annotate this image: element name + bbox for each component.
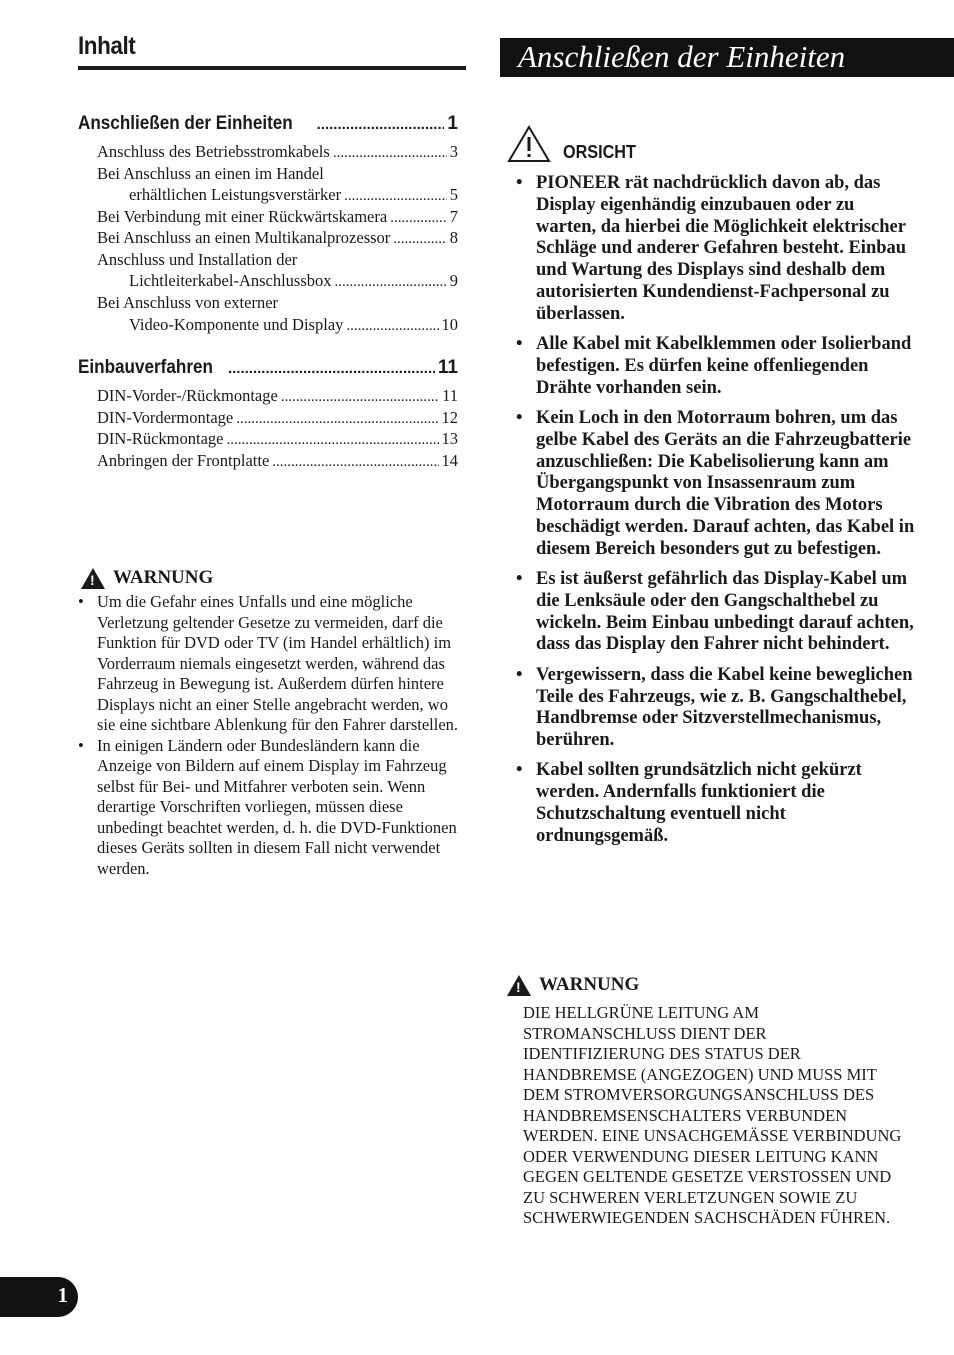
caution-item: • Kabel sollten grundsätzlich nicht gekürzt werden. Andernfalls funktioniert die Schutzschaltung eventuell nicht ordnungsgemäß. xyxy=(516,760,916,847)
toc-entry-page: 8 xyxy=(449,228,458,247)
chapter-header-bar xyxy=(500,38,954,77)
caution-icon xyxy=(507,125,551,163)
toc-section-connecting[interactable] xyxy=(78,113,458,135)
page-number: 1 xyxy=(57,1283,68,1307)
chapter-title: Anschließen der Einheiten xyxy=(518,39,846,74)
toc-entry-label: Bei Anschluss an einen im Handel xyxy=(97,164,324,183)
toc-entry-page: 7 xyxy=(449,207,458,226)
toc-entry[interactable] xyxy=(97,163,458,185)
toc-entry-label: erhältlichen Leistungsverstärker xyxy=(129,185,342,204)
toc-entry[interactable] xyxy=(97,428,458,452)
toc-section-page: 1 xyxy=(447,113,458,134)
toc-entry[interactable] xyxy=(97,206,458,230)
warning-item: • Um die Gefahr eines Unfalls und eine mögliche Verletzung geltender Gesetze zu vermeiden, darf die Funktion für DVD oder TV (im Handel erhältlich) im Vorderraum niemals eingesetzt werden, während das Fahrzeug in Bewegung ist. Außerdem dürfen hintere Displays nicht an einer Stelle angebracht werden, wo sie eine sichtbare Ablenkung für den Fahrer darstellen. xyxy=(78,592,466,736)
toc-section-label: Anschließen der Einheiten xyxy=(78,113,293,134)
caution-label: ORSICHT xyxy=(563,142,636,162)
toc-leader xyxy=(226,430,438,452)
toc-section-label: Einbauverfahren xyxy=(78,357,213,378)
toc-section-installation[interactable] xyxy=(78,357,458,379)
toc-entry[interactable] xyxy=(97,292,458,314)
toc-leader xyxy=(272,452,438,474)
toc-leader xyxy=(335,272,447,294)
toc-entry-continued[interactable] xyxy=(129,184,458,208)
toc-entry-label: Bei Verbindung mit einer Rückwärtskamera xyxy=(97,207,388,226)
caution-item: • Es ist äußerst gefährlich das Display-Kabel um die Lenksäule oder den Gangschalthebel zu wickeln. Beim Einbau unbedingt darauf achten, dass das Display den Fahrer nicht behindert. xyxy=(516,569,916,656)
left-warning-list xyxy=(78,592,466,879)
right-warning-heading xyxy=(507,974,639,996)
toc-entry-label: Bei Anschluss von externer xyxy=(97,293,279,312)
caution-item: • Alle Kabel mit Kabelklemmen oder Isolierband befestigen. Es dürfen keine offenliegenden Drähte vorhanden sein. xyxy=(516,334,916,399)
toc-leader xyxy=(228,360,435,377)
toc-entry-page: 12 xyxy=(441,408,458,427)
toc-entry-label: Anschluss und Installation der xyxy=(97,250,298,269)
toc-entry-label: Bei Anschluss an einen Multikanalprozessor xyxy=(97,228,391,247)
title-rule xyxy=(78,66,466,70)
toc-entry[interactable] xyxy=(97,407,458,431)
toc-entry-continued[interactable] xyxy=(129,270,458,294)
toc-entry-label: DIN-Vorder-/Rückmontage xyxy=(97,386,278,405)
toc-entry-page: 13 xyxy=(441,429,458,448)
toc-entry-page: 9 xyxy=(449,271,458,290)
toc-entry[interactable] xyxy=(97,141,458,165)
toc-entry-page: 3 xyxy=(449,142,458,161)
toc-leader xyxy=(317,116,445,133)
toc-entry[interactable] xyxy=(97,227,458,251)
toc-entry-page: 14 xyxy=(441,451,458,470)
toc-entry-label: DIN-Vordermontage xyxy=(97,408,234,427)
toc-entry[interactable] xyxy=(97,450,458,474)
toc-entry-label: Lichtleiterkabel-Anschlussbox xyxy=(129,271,332,290)
toc-entry-page: 11 xyxy=(442,386,458,405)
left-warning-heading xyxy=(81,567,213,589)
caution-item: • Vergewissern, dass die Kabel keine beweglichen Teile des Fahrzeugs, wie z. B. Gangschalthebel, Handbremse oder Sitzverstellmechanismus, berühren. xyxy=(516,665,916,752)
toc-leader xyxy=(344,186,447,208)
page-number-tab xyxy=(0,1277,78,1317)
caution-heading xyxy=(507,125,644,163)
caution-item: • Kein Loch in den Motorraum bohren, um das gelbe Kabel des Geräts an die Fahrzeugbatterie anzuschließen: Die Kabelisolierung kann am Übergangspunkt von Insassenraum zum Motorraum durch die Vibration des Motors beschädigt werden. Darauf achten, das Kabel in diesem Bereich besonders gut zu befestigen. xyxy=(516,408,916,561)
toc-leader xyxy=(346,316,438,338)
toc-entry-continued[interactable] xyxy=(129,314,458,338)
caution-list xyxy=(516,173,916,856)
warning-icon xyxy=(81,568,105,589)
toc-leader xyxy=(333,143,447,165)
toc-entry-label: DIN-Rückmontage xyxy=(97,429,224,448)
toc-section-page: 11 xyxy=(437,357,458,378)
toc-entry-label: Anschluss des Betriebsstromkabels xyxy=(97,142,330,161)
toc-entry[interactable] xyxy=(97,385,458,409)
toc-entry[interactable] xyxy=(97,249,458,271)
right-warning-text: DIE HELLGRÜNE LEITUNG AM STROMANSCHLUSS DIENT DER IDENTIFIZIERUNG DES STATUS DER HANDBREMSE (ANGEZOGEN) UND MUSS MIT DEM STROMVERSORGUNGSANSCHLUSS DES HANDBREMSENSCHALTERS VERBUNDEN WERDEN. EINE UNSACHGEMÄSSE VERBINDUNG ODER VERWENDUNG DIESER LEITUNG KANN GEGEN GELTENDE GESETZE VERSTOSSEN UND ZU SCHWEREN VERLETZUNGEN SOWIE ZU SCHWERWIEGENDEN SACHSCHÄDEN FÜHREN. xyxy=(523,1003,902,1227)
warning-label: WARNUNG xyxy=(539,974,640,995)
caution-item: • PIONEER rät nachdrücklich davon ab, das Display eigenhändig einzubauen oder zu warten, da hierbei die Möglichkeit elektrischer Schläge und anderer Gefahren besteht. Einbau und Wartung des Displays sind deshalb dem autorisierten Kundendienst-Fachpersonal zu überlassen. xyxy=(516,173,916,326)
toc-entry-page: 5 xyxy=(449,185,458,204)
toc-leader xyxy=(281,387,439,409)
toc-leader xyxy=(393,229,446,251)
warning-icon xyxy=(507,975,531,996)
warning-label: WARNUNG xyxy=(113,567,214,588)
warning-item: • In einigen Ländern oder Bundesländern kann die Anzeige von Bildern auf einem Display im Fahrzeug selbst für Bei- und Mitfahrer verboten sein. Wenn derartige Vorschriften vorliegen, müssen diese unbedingt beachtet werden, d. h. die DVD-Funktionen dieses Geräts sollten in diesem Fall nicht verwendet werden. xyxy=(78,736,466,880)
toc-title: Inhalt xyxy=(78,32,136,60)
toc-entry-label: Anbringen der Frontplatte xyxy=(97,451,270,470)
toc-entry-page: 10 xyxy=(441,315,458,334)
toc-entry-label: Video-Komponente und Display xyxy=(129,315,344,334)
